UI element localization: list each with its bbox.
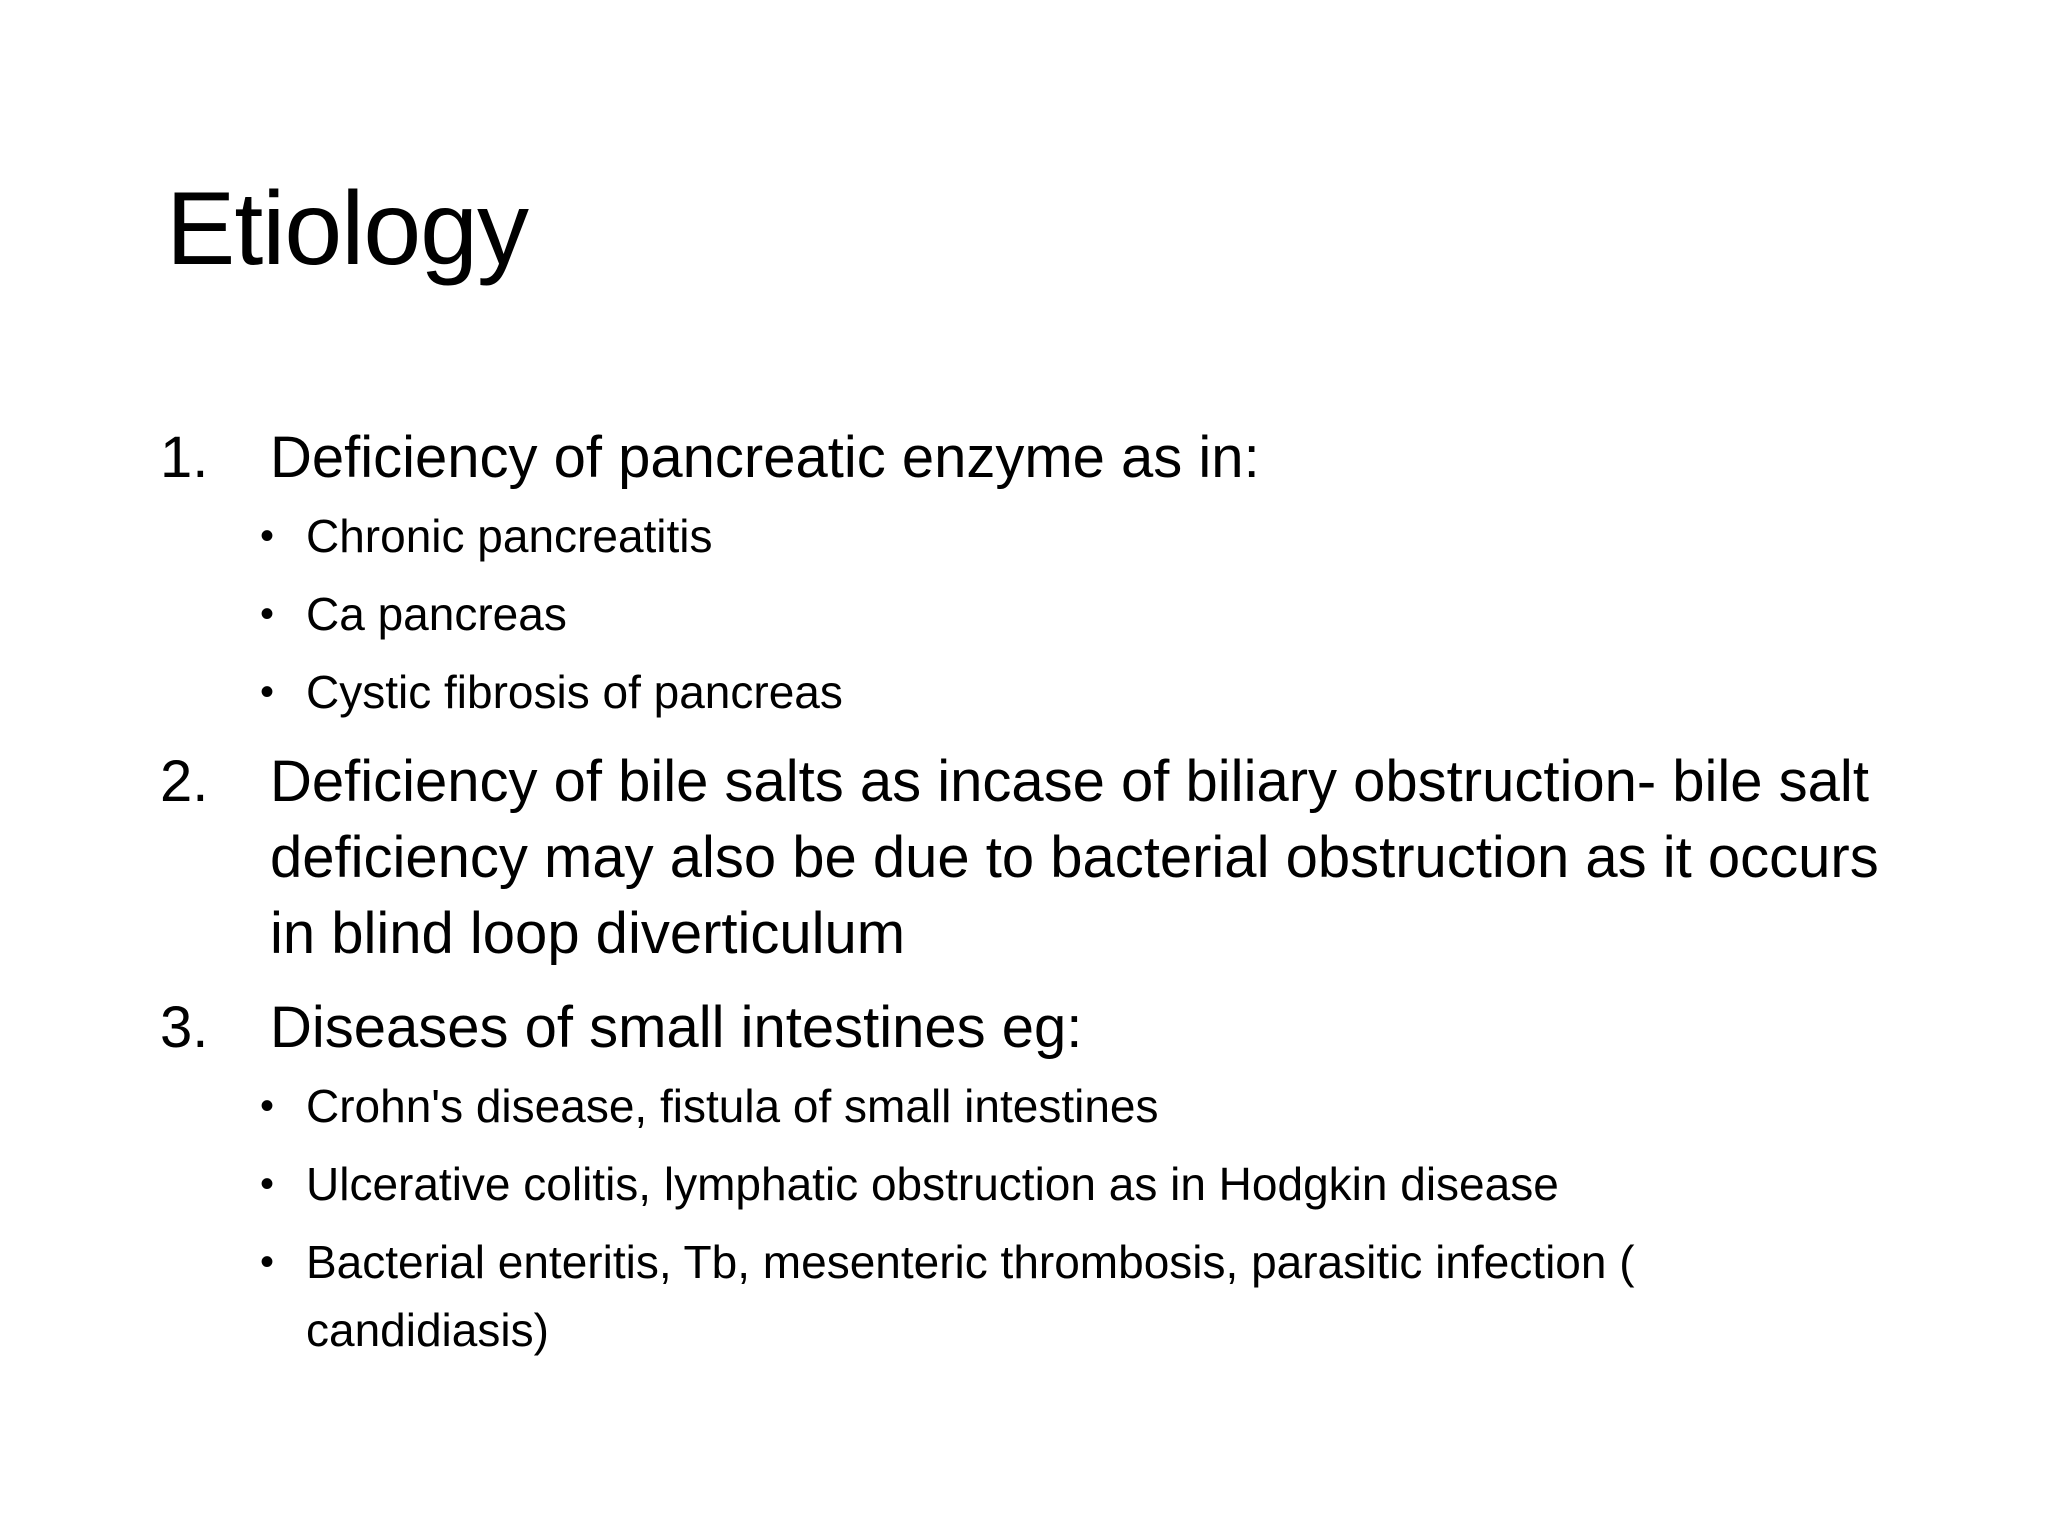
sublist bbox=[260, 1072, 1920, 1364]
list-number: 2. bbox=[160, 749, 209, 814]
sublist bbox=[260, 502, 1920, 726]
sub-item bbox=[260, 502, 1920, 570]
sub-item-text: Ca pancreas bbox=[306, 588, 567, 640]
list-item-2 bbox=[160, 744, 1920, 972]
bullet-icon: • bbox=[260, 514, 275, 558]
bullet-icon: • bbox=[260, 1084, 275, 1128]
sub-item bbox=[260, 1228, 1920, 1364]
sub-item-text: Ulcerative colitis, lymphatic obstruction as in Hodgkin disease bbox=[306, 1158, 1559, 1210]
sub-item bbox=[260, 580, 1920, 648]
list-number: 3. bbox=[160, 995, 209, 1060]
sub-item bbox=[260, 1072, 1920, 1140]
sub-item-text: Crohn's disease, fistula of small intestines bbox=[306, 1080, 1159, 1132]
sub-item-text: Chronic pancreatitis bbox=[306, 510, 713, 562]
list-item-1 bbox=[160, 420, 1920, 726]
slide-title: Etiology bbox=[166, 171, 528, 287]
sub-item bbox=[260, 658, 1920, 726]
sub-item-text: Cystic fibrosis of pancreas bbox=[306, 666, 843, 718]
list-item-text: Diseases of small intestines eg: bbox=[270, 995, 1083, 1060]
list-item-text: Deficiency of bile salts as incase of biliary obstruction- bile salt deficiency may also be due to bacterial obstruction as it occurs in blind loop diverticulum bbox=[270, 749, 1879, 966]
bullet-icon: • bbox=[260, 670, 275, 714]
slide-content bbox=[160, 420, 1920, 1382]
list-number: 1. bbox=[160, 425, 209, 490]
sub-item-text: Bacterial enteritis, Tb, mesenteric thrombosis, parasitic infection ( candidiasis) bbox=[306, 1236, 1635, 1356]
bullet-icon: • bbox=[260, 1162, 275, 1206]
list-item-text: Deficiency of pancreatic enzyme as in: bbox=[270, 425, 1260, 490]
sub-item bbox=[260, 1150, 1920, 1218]
list-item-3 bbox=[160, 990, 1920, 1364]
bullet-icon: • bbox=[260, 1240, 275, 1284]
bullet-icon: • bbox=[260, 592, 275, 636]
